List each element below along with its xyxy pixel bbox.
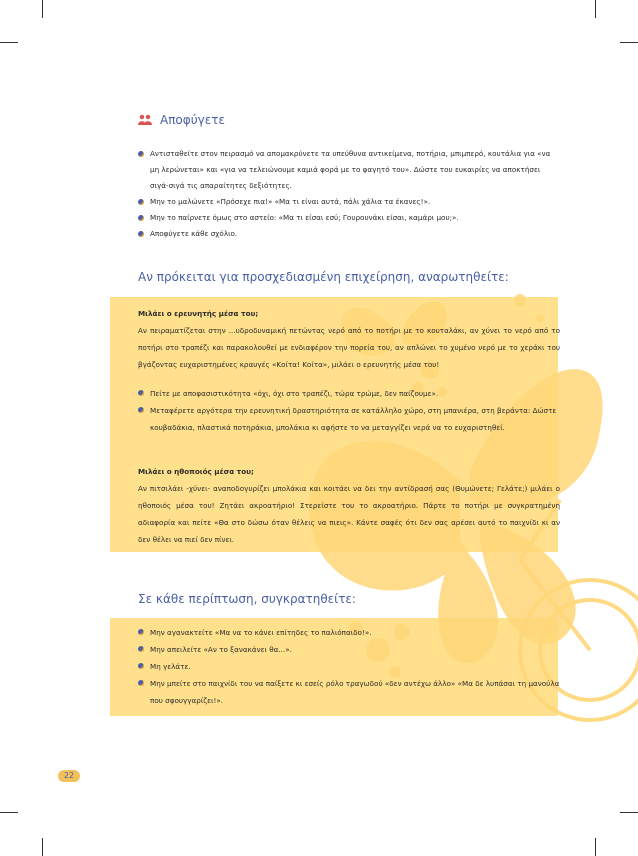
list-item: Μη γελάτε. (138, 658, 560, 675)
bullet-icon (138, 407, 144, 413)
list-item: Μην απειλείτε «Αν το ξανακάνει θα...». (138, 641, 560, 658)
bullet-icon (138, 215, 144, 221)
page-number: 22 (58, 770, 80, 782)
planned-section-title: Αν πρόκειται για προσχεδιασμένη επιχείρηση, αναρωτηθείτε: (138, 270, 509, 284)
bullet-icon (138, 151, 144, 157)
actor-heading: Μιλάει ο ηθοποιός μέσα του; (138, 467, 254, 476)
bullet-icon (138, 663, 144, 669)
bullet-icon (138, 231, 144, 237)
restrain-list (138, 624, 560, 709)
list-item: Πείτε με αποφασιστικότητα «όχι, όχι στο τραπέζι, τώρα τρώμε, δεν παίζουμε». (138, 385, 560, 402)
people-icon (138, 114, 152, 126)
list-item: Αποφύγετε κάθε σχόλιο. (138, 226, 560, 242)
bullet-icon (138, 390, 144, 396)
avoid-section-title (138, 113, 225, 127)
list-item: Μην αγανακτείτε «Μα να το κάνει επίτηδες το παλιόπαιδο!». (138, 624, 560, 641)
list-item: Μην μπείτε στο παιχνίδι του να παίξετε κι εσείς ρόλο τραγωδού «δεν αντέχω άλλο» «Μα δε λυπάσαι τη μανούλα που σφουγγαρίζει!». (138, 675, 560, 709)
bullet-icon (138, 680, 144, 686)
bullet-icon (138, 629, 144, 635)
avoid-title-text: Αποφύγετε (160, 113, 225, 127)
list-item: Μην το μαλώνετε «Πρόσεχε πια!» «Μα τι είναι αυτά, πάλι χάλια τα έκανες!». (138, 194, 560, 210)
avoid-list (138, 146, 560, 242)
bullet-icon (138, 646, 144, 652)
restrain-section-title: Σε κάθε περίπτωση, συγκρατηθείτε: (138, 592, 356, 606)
actor-text: Αν πιτσιλάει -χύνει- αναποδογυρίζει μπολάκια και κοιτάει να δει την αντίδρασή σας (Θυμώνετε; Γελάτε;) μιλάει ο ηθοποιός μέσα του! Ζητάει ακροατήριο! Στερείστε του το ακροατήριο. Πάρτε το ποτήρι με συγκρατημένη αδιαφορία και πείτε «Θα στο δώσω όταν θέλεις να πιεις». Κάντε σαφές ότι δεν σας αρέσει αυτό το παιχνίδι κι αν δεν θέλει να πιεί δεν πίνει. (138, 484, 560, 544)
researcher-list (138, 385, 560, 436)
bullet-icon (138, 199, 144, 205)
list-item: Μην το παίρνετε όμως στο αστείο: «Μα τι είσαι εσύ; Γουρουνάκι είσαι, καμάρι μου;». (138, 210, 560, 226)
researcher-heading: Μιλάει ο ερευνητής μέσα του; (138, 309, 259, 318)
list-item: Αντισταθείτε στον πειρασμό να απομακρύνετε τα υπεύθυνα αντικείμενα, ποτήρια, μπιμπερό, κουτάλια για «να μη λερώνεται» και «για να τελειώνουμε καμιά φορά με το φαγητό του». Δώστε του ευκαιρίες να αποκτήσει σιγά-σιγά τις απαραίτητες δεξιότητες. (138, 146, 560, 194)
list-item: Μεταφέρετε αργότερα την ερευνητική δραστηριότητα σε κατάλληλο χώρο, στη μπανιέρα, στη βεράντα: Δώστε κουβαδάκια, πλαστικά ποτηράκια, μπολάκια κι αφήστε το να μεταγγίζει νερά να το ευχαριστηθεί. (138, 402, 560, 436)
researcher-text: Αν πειραματίζεται στην ...υδροδυναμική πετώντας νερό από το ποτήρι με το κουταλάκι, αν χύνει το νερό από το ποτήρι στο τραπέζι και παρακολουθεί με ενδιαφέρον την πορεία του, αν απλώνει το χυμένο νερό με το χεράκι του βγάζοντας ευχαριστημένες κραυγές «Κοίτα! Κοίτα», μιλάει ο ερευνητής μέσα του! (138, 326, 560, 369)
